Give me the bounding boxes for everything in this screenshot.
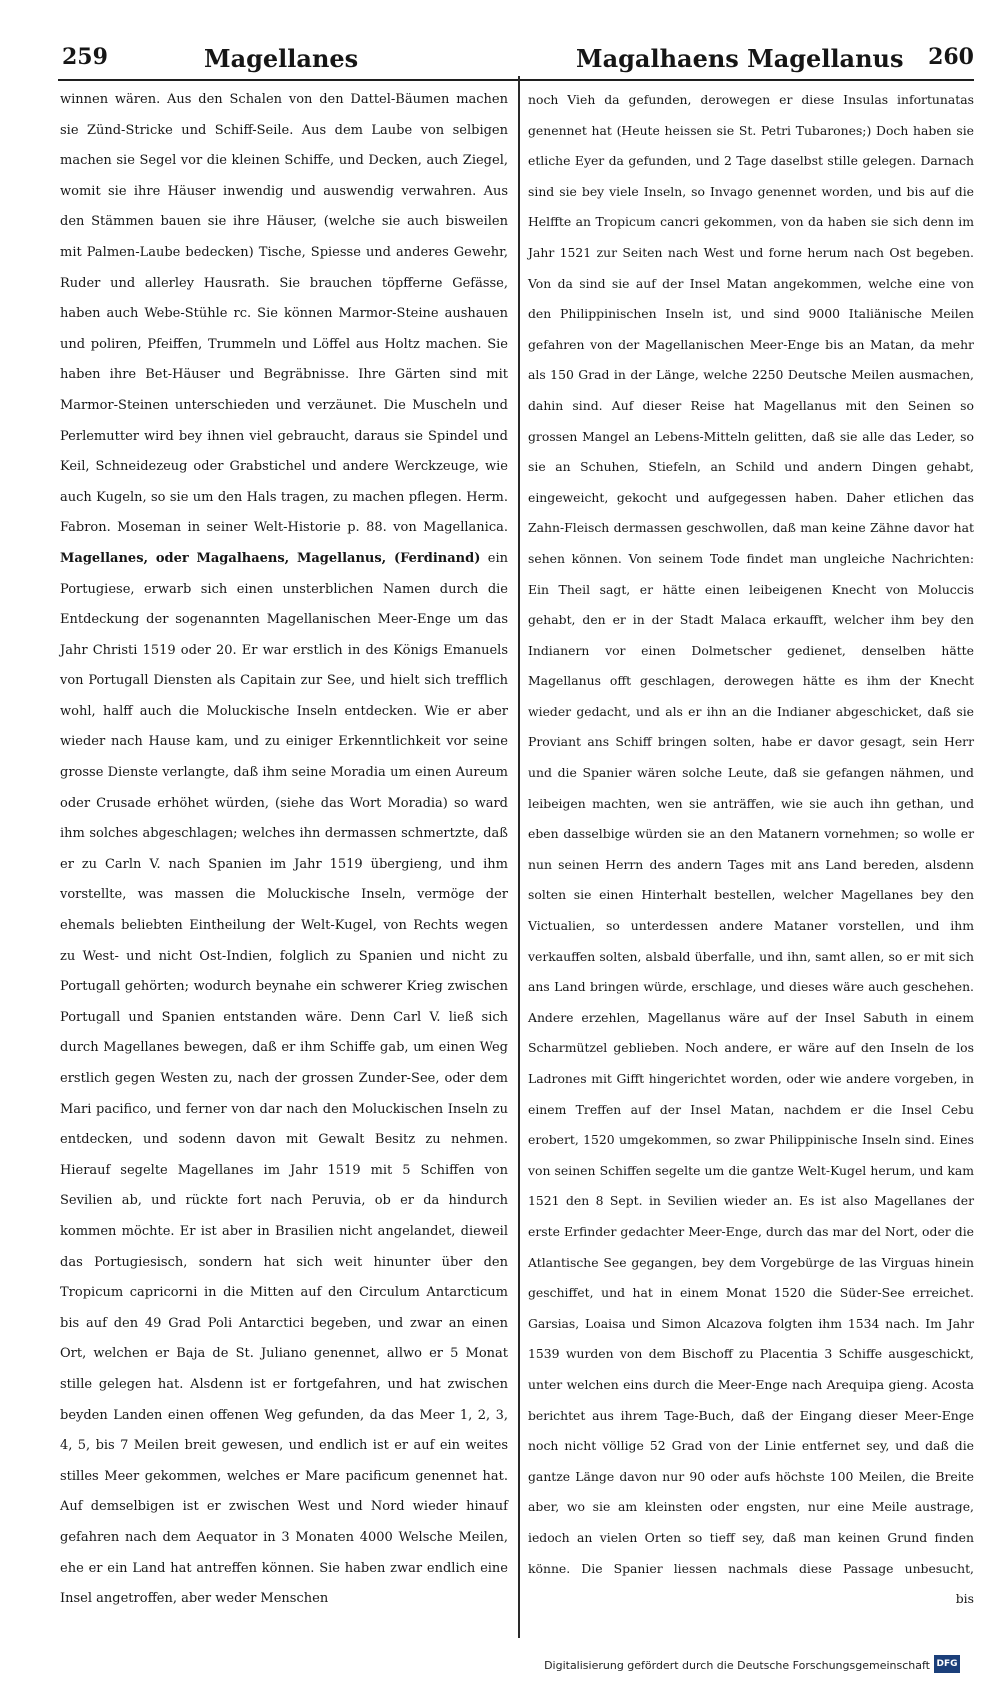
catchword: bis [955, 1591, 974, 1607]
header-rule [58, 79, 974, 81]
left-paragraph-1: winnen wären. Aus den Schalen von den Dattel-Bäumen machen sie Zünd-Stricke und Schiff-Seile. Aus dem Laube von selbigen machen sie Segel vor die kleinen Schiffe, und Decken, auch Ziegel, womit sie ihre Häuser inwendig und auswendig verwahren. Aus den Stämmen bauen sie ihre Häuser, (welche sie auch bisweilen mit Palmen-Laube bedecken) Tische, Spiesse und anderes Gewehr, Ruder und allerley Hausrath. Sie brauchen töpfferne Gefässe, haben auch Webe-Stühle rc. Sie können Marmor-Steine aushauen und poliren, Pfeiffen, Trummeln und Löffel aus Holtz machen. Sie haben ihre Bet-Häuser und Begräbnisse. Ihre Gärten sind mit Marmor-Steinen unterschieden und verzäunet. Die Muscheln und Perlemutter wird bey ihnen viel gebraucht, daraus sie Spindel und Keil, Schneidezeug oder Grabstichel und andere Werckzeuge, wie auch Kugeln, so sie um den Hals tragen, zu machen pflegen. Herm. Fabron. Moseman in seiner Welt-Historie p. 88. von Magellanica. [60, 92, 508, 536]
right-paragraph-1: noch Vieh da gefunden, derowegen er diese Insulas infortunatas genennet hat (Heute heissen sie St. Petri Tubarones;) Doch haben sie etliche Eyer da gefunden, und 2 Tage daselbst stille gelegen. Darnach sind sie bey viele Inseln, so Invago genennet worden, und bis auf die Helffte an Tropicum cancri gekommen, von da haben sie sich denn im Jahr 1521 zur Seiten nach West und forne herum nach Ost begeben. Von da sind sie auf der Insel Matan angekommen, welche eine von den Philippinischen Inseln ist, und sind 9000 Italiänische Meilen gefahren von der Magellanischen Meer-Enge bis an Matan, da mehr als 150 Grad in der Länge, welche 2250 Deutsche Meilen ausmachen, dahin sind. Auf dieser Reise hat Magellanus mit den Seinen so grossen Mangel an Lebens-Mitteln gelitten, daß sie alle das Leder, so sie an Schuhen, Stiefeln, an Schild und andern Dingen gehabt, eingeweicht, gekocht und aufgegessen haben. Daher etlichen das Zahn-Fleisch dermassen geschwollen, daß man keine Zähne davor hat sehen können. Von seinem Tode findet man ungleiche Nachrichten: Ein Theil sagt, er hätte einen leibeigenen Knecht von Moluccis gehabt, den er in der Stadt Malaca erkaufft, welcher ihm bey den Indianern vor einen Dolmetscher gedienet, denselben hätte Magellanus offt geschlagen, derowegen hätte es ihm der Knecht wieder gedacht, und als er ihn an die Indianer abgeschicket, daß sie Proviant ans Schiff bringen solten, habe er davor gesagt, sein Herr und die Spanier wären solche Leute, daß sie gefangen nähmen, und leibeigen machten, wen sie anträffen, wie sie auch ihn gethan, und eben dasselbige würden sie an den Matanern vornehmen; so wolle er nun seinen Herrn des andern Tages mit ans Land bereden, alsdenn solten sie einen Hinterhalt bestellen, welcher Magellanes bey den Victualien, so unterdessen andere Mataner vorstellen, und ihm verkauffen solten, alsbald überfalle, und ihn, samt allen, so er mit sich ans Land bringen würde, erschlage, und dieses wäre auch geschehen. Andere erzehlen, Magellanus wäre auf der Insel Sabuth in einem Scharmützel geblieben. Noch andere, er wäre auf den Inseln de los Ladrones mit Gifft hingerichtet worden, oder wie andere vorgeben, in einem Treffen auf der Insel Matan, nachdem er die Insel Cebu erobert, 1520 umgekommen, so zwar Philippinische Inseln sind. Eines von seinen Schiffen segelte um die gantze Welt-Kugel herum, und kam 1521 den 8 Sept. in Sevilien wieder an. Es ist also Magellanes der erste Erfinder gedachter Meer-Enge, durch das mar del Nort, oder die Atlantische See gegangen, bey dem Vorgebürge de las Virguas hinein geschiffet, und hat in einem Monat 1520 die Süder-See erreichet. Garsias, Loaisa und Simon Alcazova folgten ihm 1534 nach. Im Jahr 1539 wurden von dem Bischoff zu Placentia 3 Schiffe ausgeschickt, unter welchen eins durch die Meer-Enge nach Arequipa gieng. Acosta berichtet aus ihrem Tage-Buch, daß der Eingang dieser Meer-Enge noch nicht völlige 52 Grad von der Linie entfernet sey, und daß die gantze Länge davon nur 90 oder aufs höchste 100 Meilen, die Breite aber, wo sie am kleinsten oder engsten, nur eine Meile austrage, iedoch an vielen Orten so tieff sey, daß man keinen Grund finden könne. Die Spanier liessen nachmals diese Passage unbesucht, [528, 92, 974, 1576]
column-divider [518, 76, 520, 1638]
running-keyword-left: Magellanes [204, 44, 359, 73]
entry-body: ein Portugiese, erwarb sich einen unsterblichen Namen durch die Entdeckung der sogenannten Magellanischen Meer-Enge um das Jahr Christi 1519 oder 20. Er war erstlich in des Königs Emanuels von Portugall Diensten als Capitain zur See, und hielt sich trefflich wohl, halff auch die Moluckische Inseln entdecken. Wie er aber wieder nach Hause kam, und zu einiger Erkenntlichkeit vor seine grosse Dienste verlangte, daß ihm seine Moradia um einen Aureum oder Crusade erhöhet würden, (siehe das Wort Moradia) so ward ihm solches abgeschlagen; welches ihn dermassen schmertzte, daß er zu Carln V. nach Spanien im Jahr 1519 übergieng, und ihm vorstellte, was massen die Moluckische Inseln, vermöge der ehemals beliebten Eintheilung der Welt-Kugel, von Rechts wegen zu West- und nicht Ost-Indien, folglich zu Spanien und nicht zu Portugall gehörten; wodurch beynahe ein schwerer Krieg zwischen Portugall und Spanien entstanden wäre. Denn Carl V. ließ sich durch Magellanes bewegen, daß er ihm Schiffe gab, um einen Weg erstlich gegen Westen zu, nach der grossen Zunder-See, oder dem Mari pacifico, und ferner von dar nach den Moluckischen Inseln zu entdecken, und sodenn davon mit Gewalt Besitz zu nehmen. Hierauf segelte Magellanes im Jahr 1519 mit 5 Schiffen von Sevilien ab, und rückte fort nach Peruvia, ob er da hindurch kommen möchte. Er ist aber in Brasilien nicht angelandet, dieweil das Portugiesisch, sondern hat sich weit hinunter über den Tropicum capricorni in die Mitten auf den Circulum Antarcticum bis auf den 49 Grad Poli Antarctici begeben, und zwar an einen Ort, welchen er Baja de St. Juliano genennet, allwo er 5 Monat stille gelegen hat. Alsdenn ist er fortgefahren, und hat zwischen beyden Landen einen offenen Weg gefunden, da das Meer 1, 2, 3, 4, 5, bis 7 Meilen breit gewesen, und endlich ist er auf ein weites stilles Meer gekommen, welches er Mare pacificum genennet hat. Auf demselbigen ist er zwischen West und Nord wieder hinauf gefahren nach dem Aequator in 3 Monaten 4000 Welsche Meilen, ehe er ein Land hat antreffen können. Sie haben zwar endlich eine Insel angetroffen, aber weder Menschen [60, 550, 508, 1607]
right-column [528, 85, 974, 1615]
digitization-credit: Digitalisierung gefördert durch die Deutsche Forschungsgemeinschaft [544, 1659, 930, 1672]
page-number-right: 260 [928, 44, 974, 70]
page-number-left: 259 [62, 44, 108, 70]
entry-headword: Magellanes, oder Magalhaens, Magellanus, (Ferdinand) [60, 550, 481, 566]
left-column [60, 85, 508, 1615]
dfg-logo: DFG [934, 1655, 960, 1673]
running-head [56, 34, 974, 74]
entry-magellanes [60, 544, 508, 1615]
running-keyword-right: Magalhaens Magellanus [576, 44, 904, 73]
book-page [56, 34, 974, 1638]
